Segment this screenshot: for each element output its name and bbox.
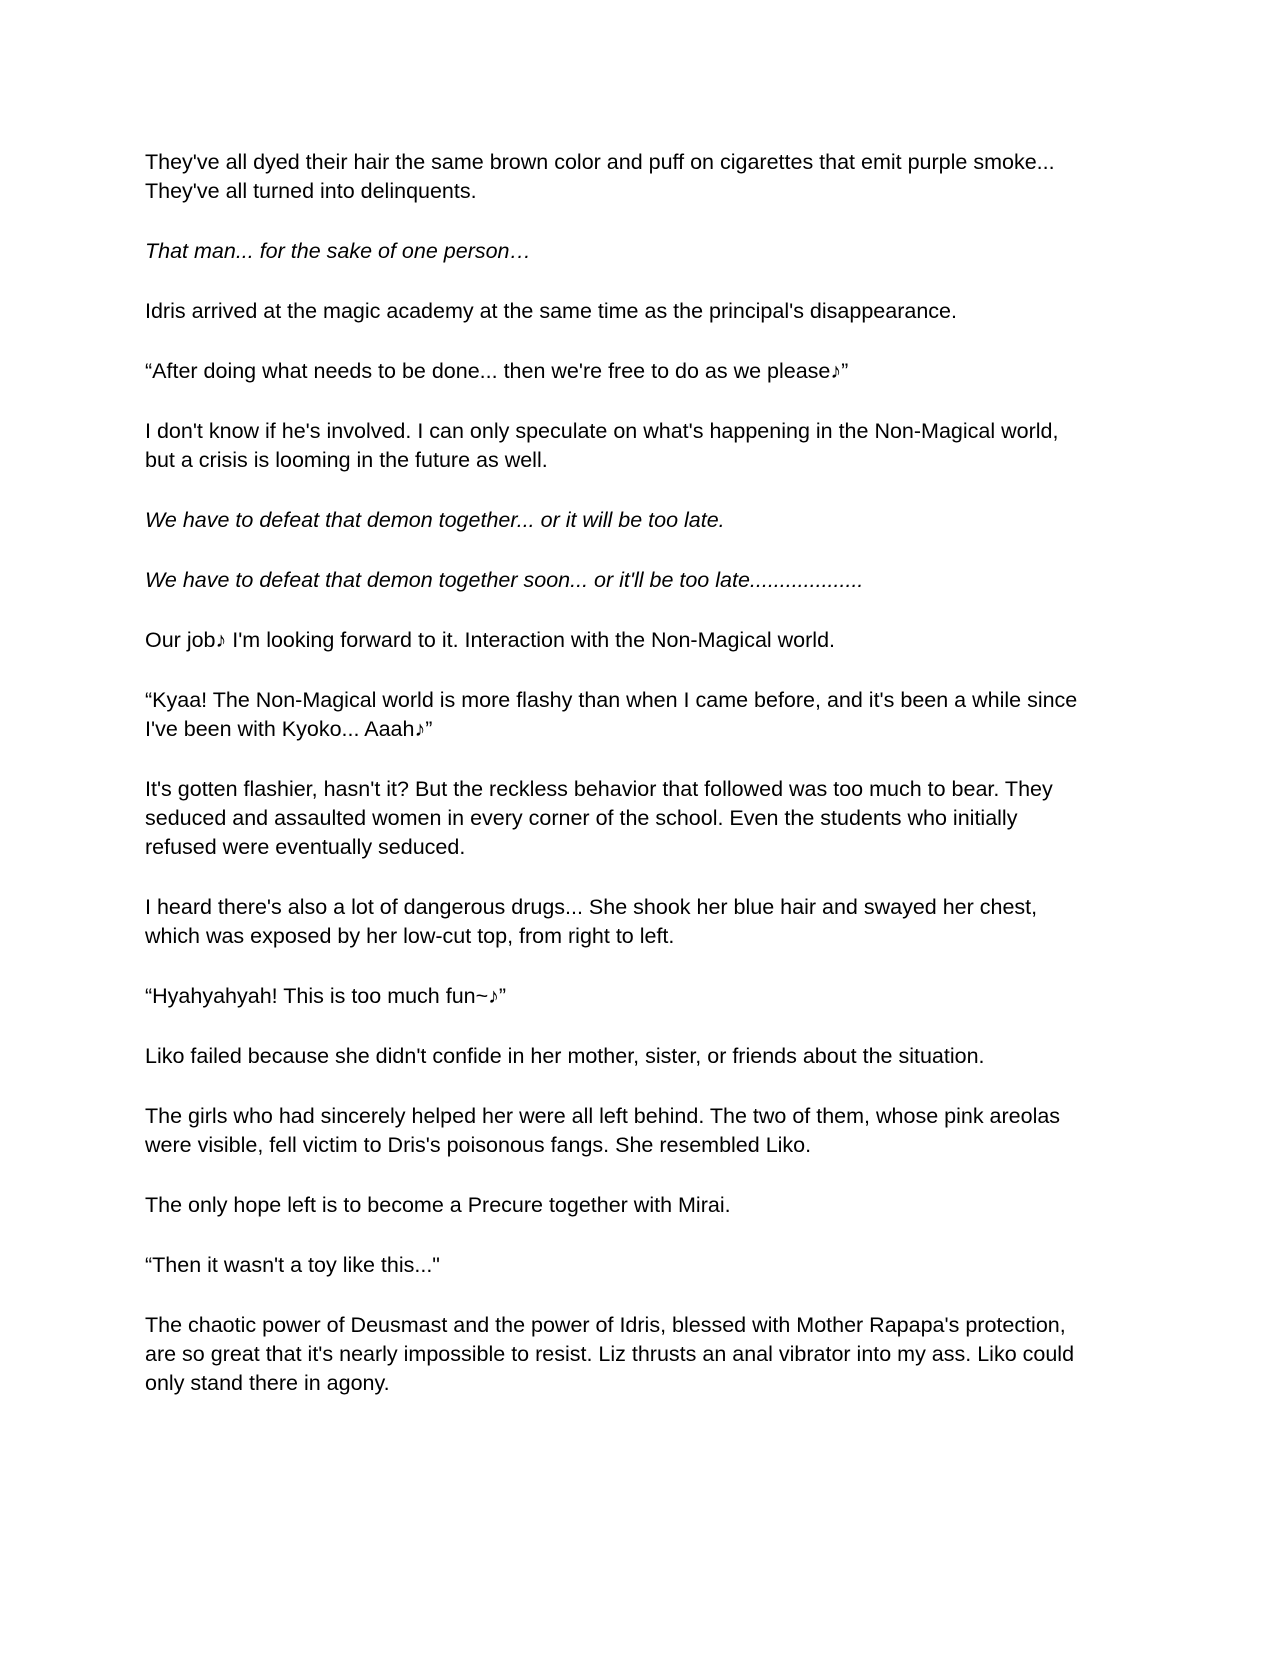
paragraph: “Kyaa! The Non-Magical world is more flashy than when I came before, and it's been a while since I've been with Kyoko... Aaah♪” [145,688,1078,741]
paragraph: The chaotic power of Deusmast and the power of Idris, blessed with Mother Rapapa's protection, are so great that it's nearly impossible to resist. Liz thrusts an anal vibrator into my ass. Liko could only stand there in agony. [145,1313,1075,1395]
paragraph: “Hyahyahyah! This is too much fun~♪” [145,984,507,1008]
paragraph: They've all dyed their hair the same brown color and puff on cigarettes that emit purple smoke... They've all turned into delinquents. [145,150,1055,203]
paragraph: “After doing what needs to be done... then we're free to do as we please♪” [145,359,849,383]
paragraph: Liko failed because she didn't confide in her mother, sister, or friends about the situation. [145,1044,985,1068]
paragraph: The girls who had sincerely helped her were all left behind. The two of them, whose pink areolas were visible, fell victim to Dris's poisonous fangs. She resembled Liko. [145,1104,1061,1157]
paragraph: “Then it wasn't a toy like this..." [145,1253,440,1277]
paragraph: Idris arrived at the magic academy at the same time as the principal's disappearance. [145,299,957,323]
paragraph: That man... for the sake of one person… [145,239,532,263]
document-text-body [145,148,1083,1398]
paragraph: I heard there's also a lot of dangerous drugs... She shook her blue hair and swayed her chest, which was exposed by her low-cut top, from right to left. [145,895,1038,948]
paragraph: Our job♪ I'm looking forward to it. Interaction with the Non-Magical world. [145,628,836,652]
paragraph: We have to defeat that demon together soon... or it'll be too late................... [145,568,864,592]
paragraph: We have to defeat that demon together... or it will be too late. [145,508,725,532]
paragraph: It's gotten flashier, hasn't it? But the reckless behavior that followed was too much to bear. They seduced and assaulted women in every corner of the school. Even the students who initially refused were eventually seduced. [145,777,1053,859]
paragraph: I don't know if he's involved. I can only speculate on what's happening in the Non-Magical world, but a crisis is looming in the future as well. [145,419,1059,472]
paragraph: The only hope left is to become a Precure together with Mirai. [145,1193,731,1217]
